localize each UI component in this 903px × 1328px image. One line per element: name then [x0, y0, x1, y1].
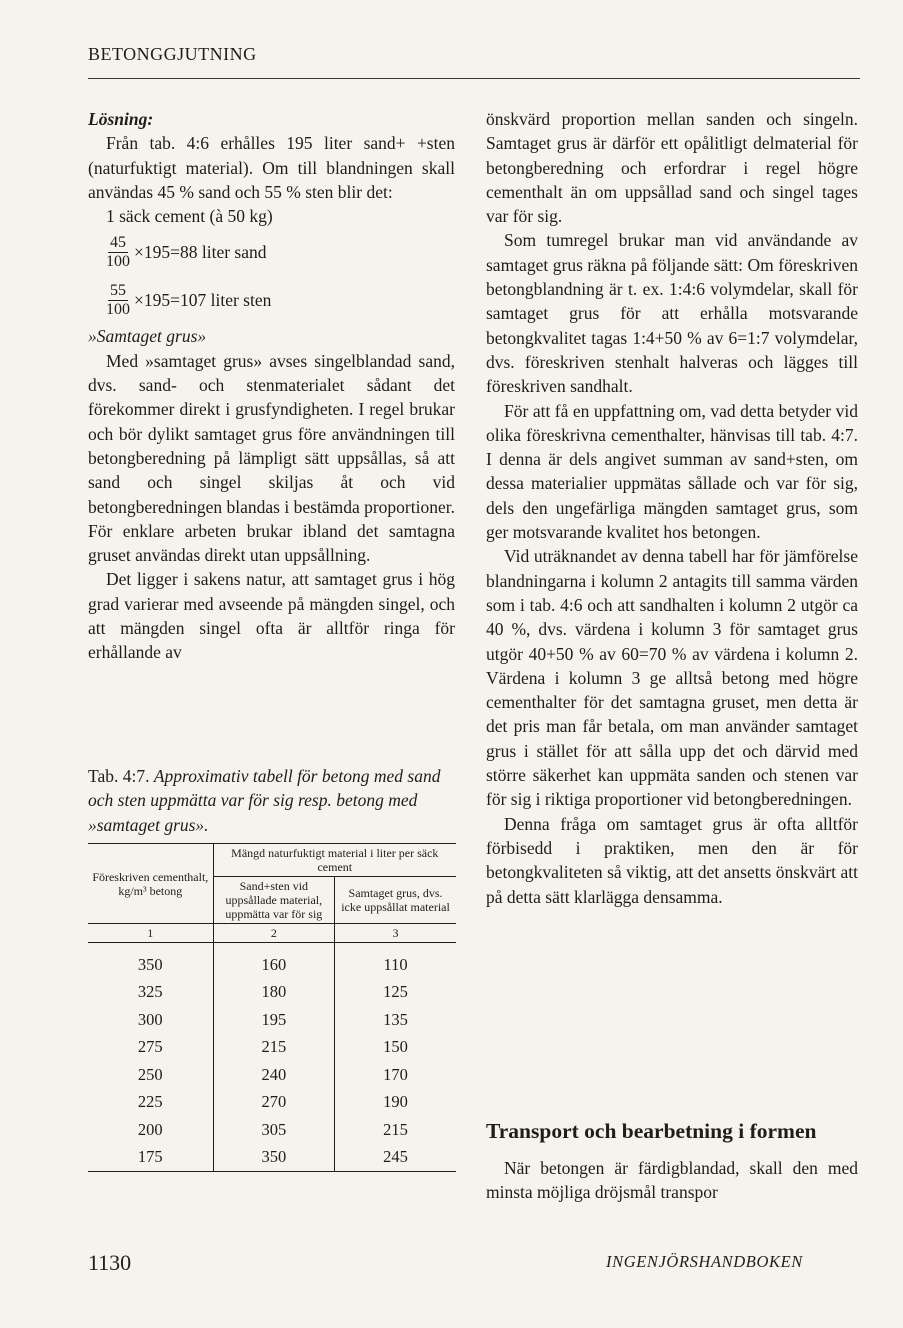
table-cell: 175 — [88, 1143, 213, 1171]
solution-label: Lösning: — [88, 109, 154, 129]
table-colnum-1: 1 — [88, 924, 213, 943]
table-cell: 275 — [137, 1037, 163, 1056]
transport-paragraph: När betongen är färdigblandad, skall den med minsta möjliga dröjsmål transpor — [486, 1158, 858, 1203]
table-caption-text: Approximativ tabell för betong med sand och sten uppmätta var för sig resp. betong med »samtaget grus». — [88, 766, 441, 835]
table-caption — [88, 764, 458, 837]
right-paragraph-1: önskvärd proportion mellan sanden och singeln. Samtaget grus är därför ett opålitligt delmaterial för betongberedning och erfordrar i regel högre cementhalt än om uppsållad sand och singel tages var för sig. — [486, 109, 858, 227]
stone-fraction-numerator: 55 — [110, 281, 126, 299]
table-cell: 125 — [335, 978, 456, 1006]
table-cell: 250 — [137, 1064, 163, 1084]
sand-formula — [88, 228, 455, 276]
table-header-col2: Sand+sten vid uppsållade material, uppmätta var för sig — [213, 877, 334, 924]
table-cell: 305 — [213, 1116, 334, 1144]
sand-fraction-denominator: 100 — [106, 252, 130, 270]
stone-fraction-denominator: 100 — [106, 300, 130, 318]
table-cell: 200 — [137, 1119, 163, 1139]
table-cell: 190 — [335, 1088, 456, 1116]
sand-formula-expression: ×195=88 liter sand — [134, 242, 267, 263]
stone-formula — [88, 276, 455, 324]
table-row — [88, 1006, 456, 1034]
left-column — [88, 107, 455, 665]
right-paragraph-4: Vid uträknandet av denna tabell har för jämförelse blandningarna i kolumn 2 antagits till samma värden som i tab. 4:6 och att sandhalten i kolumn 2 utgör ca 40 %, dvs. värdena i kolumn 3 för samtaget grus utgör 40+50 % av 60=70 % av värdena i kolumn 2. Värdena i kolumn 3 ge alltså betong med högre cementhalter för det samtagna gruset, men detta är det pris man får betala, om man använder samtaget grus i stället för att sålla upp det och därvid med större säkerhet kan uppmäta sanden och stenen var för sig i riktiga proportioner vid betongberedningen. — [486, 546, 858, 810]
section-heading: Transport och bearbetning i formen — [486, 1119, 817, 1143]
running-header: BETONGGJUTNING — [88, 44, 257, 64]
page-number: 1130 — [88, 1250, 132, 1275]
right-paragraph-5: Denna fråga om samtaget grus är ofta alltför förbisedd i praktiken, men den är för betongkvaliteten så viktig, att det ansetts önskvärt att på detta sätt klarlägga densamma. — [486, 813, 858, 907]
table-header-col1: Föreskriven cementhalt, kg/m³ betong — [88, 844, 213, 924]
header-rule — [88, 78, 860, 79]
stone-fraction — [106, 282, 130, 319]
sand-fraction-numerator: 45 — [110, 233, 126, 251]
table-cell: 225 — [137, 1092, 163, 1111]
table-cell: 215 — [335, 1116, 456, 1144]
table-colnum-2: 2 — [213, 924, 334, 943]
table-colnum-3: 3 — [335, 924, 456, 943]
table-cell: 160 — [213, 951, 334, 979]
table-row — [88, 1116, 456, 1144]
solution-paragraph: Från tab. 4:6 erhålles 195 liter sand+ +sten (naturfuktigt material). Om till blandningen skall användas 45 % sand och 55 % sten blir det: — [88, 133, 455, 202]
table-cell: 325 — [137, 982, 163, 1001]
table-row — [88, 1061, 456, 1089]
table-cell: 170 — [335, 1061, 456, 1089]
table-row — [88, 951, 456, 979]
table-group-header: Mängd naturfuktigt material i liter per säck cement — [213, 844, 456, 877]
table-row — [88, 1143, 456, 1171]
table-cell: 110 — [335, 951, 456, 979]
table-row — [88, 978, 456, 1006]
section-label-samtaget-grus: »Samtaget grus» — [88, 326, 207, 347]
table-cell: 240 — [213, 1061, 334, 1089]
variation-paragraph: Det ligger i sakens natur, att samtaget grus i hög grad varierar med avseende på mängden singel, och att mängden singel ofta är alltför ringa för erhållande av — [88, 569, 455, 663]
right-paragraph-3: För att få en uppfattning om, vad detta betyder vid olika föreskrivna cementhalter, hänvisas till tab. 4:7. I denna är dels angivet summan av sand+sten, om dessa materialier uppmätas sållade och var för sig, dels den ungefärliga mängden samtaget grus, som ger motsvarande kvalitet hos betongen. — [486, 400, 858, 543]
table-cell: 180 — [213, 978, 334, 1006]
stone-formula-expression: ×195=107 liter sten — [134, 290, 272, 311]
table-cell: 270 — [213, 1088, 334, 1116]
book-title: INGENJÖRSHANDBOKEN — [606, 1252, 803, 1271]
table-caption-number: Tab. 4:7. — [88, 766, 150, 786]
table-cell: 245 — [335, 1143, 456, 1171]
table-cell: 150 — [335, 1033, 456, 1061]
cement-line: 1 säck cement (à 50 kg) — [106, 206, 273, 227]
table-cell: 300 — [137, 1009, 163, 1029]
table-header-col3: Samtaget grus, dvs. icke uppsållat material — [335, 877, 456, 924]
samtaget-grus-paragraph: Med »samtaget grus» avses singelblandad sand, dvs. sand- och stenmaterialet sådant det förekommer direkt i grusfyndigheten. I regel brukar och bör dylikt samtaget grus före användningen till betongberedning på lämpligt sätt uppsållas, så att sand och singel skiljas åt och vid betongberedningen blandas i bestämda proportioner. För enklare arbeten brukar ibland det samtagna gruset användas direkt utan uppsållning. — [88, 350, 455, 566]
mix-table — [88, 843, 456, 1172]
table-cell: 215 — [213, 1033, 334, 1061]
table-cell: 350 — [137, 954, 163, 974]
right-column — [486, 107, 858, 909]
table-cell: 135 — [335, 1006, 456, 1034]
table-row — [88, 1033, 456, 1061]
table-row — [88, 1088, 456, 1116]
sand-fraction — [106, 234, 130, 271]
table-cell: 195 — [213, 1006, 334, 1034]
table-cell: 350 — [213, 1143, 334, 1171]
right-paragraph-2: Som tumregel brukar man vid användande av samtaget grus räkna på följande sätt: Om föreskriven betongblandning är t. ex. 1:4:6 volymdelar, skall för samtaget grus för att erhålla motsvarande betongkvalitet tagas 1:4+50 % av 6=1:7 volymdelar, dvs. föreskriven stenhalt halveras och lägges till föreskriven sandhalt. — [486, 230, 858, 397]
transport-section — [486, 1156, 858, 1205]
